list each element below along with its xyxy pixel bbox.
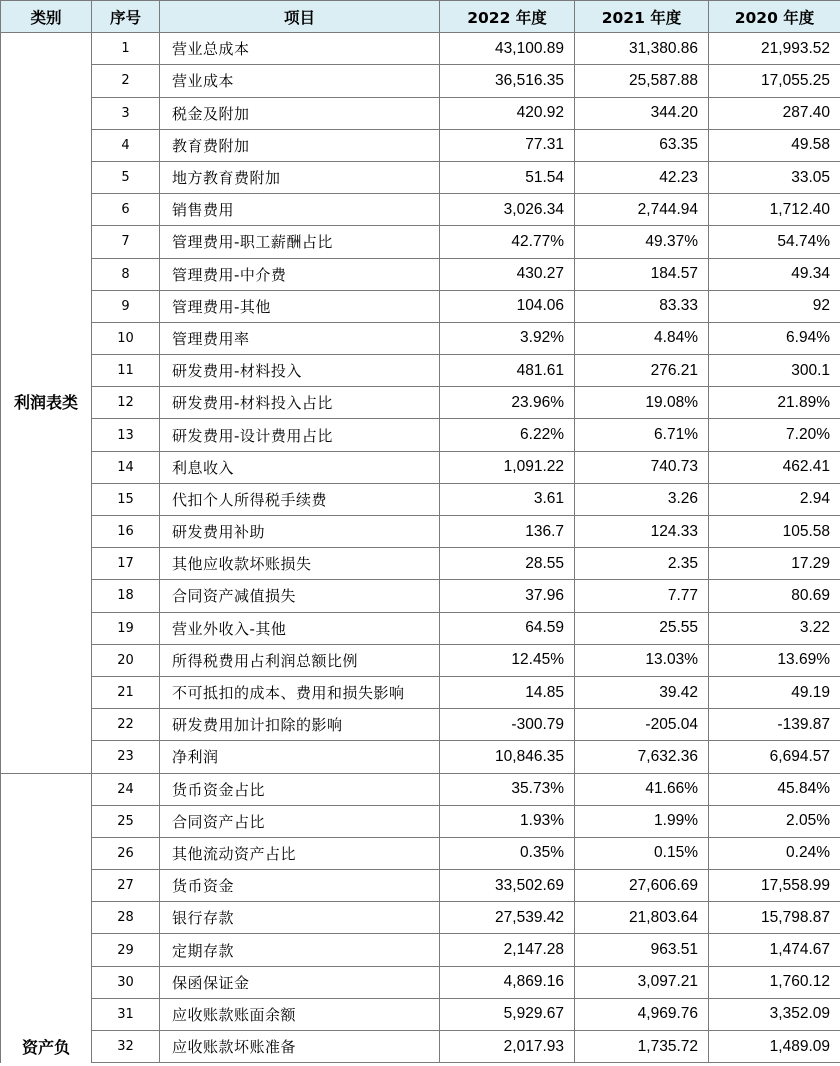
cell-y2021: 19.08%	[575, 387, 709, 419]
cell-seq: 30	[92, 966, 160, 998]
cell-seq: 2	[92, 65, 160, 97]
cell-y2020: 21.89%	[709, 387, 840, 419]
cell-item: 营业成本	[160, 65, 440, 97]
cell-y2022: 37.96	[440, 580, 575, 612]
cell-y2022: 1,091.22	[440, 451, 575, 483]
cell-item: 货币资金占比	[160, 773, 440, 805]
cell-item: 不可抵扣的成本、费用和损失影响	[160, 676, 440, 708]
cell-y2022: 2,147.28	[440, 934, 575, 966]
cell-seq: 7	[92, 226, 160, 258]
cell-item: 应收账款账面余额	[160, 998, 440, 1030]
cell-y2022: 10,846.35	[440, 741, 575, 773]
cell-seq: 10	[92, 322, 160, 354]
cell-y2020: 17,558.99	[709, 870, 840, 902]
cell-y2020: 45.84%	[709, 773, 840, 805]
cell-y2021: 276.21	[575, 355, 709, 387]
cell-y2021: 1,735.72	[575, 1031, 709, 1063]
table-row	[1, 934, 840, 966]
cell-y2020: 1,760.12	[709, 966, 840, 998]
cell-y2021: 39.42	[575, 676, 709, 708]
cell-y2022: 36,516.35	[440, 65, 575, 97]
header-2020: 2020 年度	[709, 1, 840, 33]
cell-seq: 18	[92, 580, 160, 612]
cell-y2020: 287.40	[709, 97, 840, 129]
cell-y2020: 17.29	[709, 548, 840, 580]
cell-y2021: 0.15%	[575, 837, 709, 869]
cell-y2022: 136.7	[440, 516, 575, 548]
cell-item: 合同资产减值损失	[160, 580, 440, 612]
table-row	[1, 709, 840, 741]
cell-y2022: 2,017.93	[440, 1031, 575, 1063]
cell-seq: 31	[92, 998, 160, 1030]
cell-y2022: 4,869.16	[440, 966, 575, 998]
cell-seq: 17	[92, 548, 160, 580]
cell-seq: 23	[92, 741, 160, 773]
table-row	[1, 258, 840, 290]
cell-y2022: -300.79	[440, 709, 575, 741]
table-row	[1, 773, 840, 805]
cell-y2021: 49.37%	[575, 226, 709, 258]
cell-y2021: -205.04	[575, 709, 709, 741]
table-row	[1, 644, 840, 676]
cell-item: 代扣个人所得税手续费	[160, 483, 440, 515]
cell-item: 研发费用-材料投入占比	[160, 387, 440, 419]
cell-y2021: 31,380.86	[575, 33, 709, 65]
cell-y2022: 51.54	[440, 161, 575, 193]
cell-seq: 14	[92, 451, 160, 483]
table-row	[1, 33, 840, 65]
cell-y2022: 33,502.69	[440, 870, 575, 902]
cell-seq: 28	[92, 902, 160, 934]
header-row	[1, 1, 840, 33]
cell-item: 销售费用	[160, 194, 440, 226]
cell-y2020: 54.74%	[709, 226, 840, 258]
cell-y2021: 4.84%	[575, 322, 709, 354]
cell-y2022: 43,100.89	[440, 33, 575, 65]
cell-y2020: 80.69	[709, 580, 840, 612]
cell-seq: 29	[92, 934, 160, 966]
table-body	[1, 33, 840, 1063]
cell-y2020: 0.24%	[709, 837, 840, 869]
cell-y2020: 6.94%	[709, 322, 840, 354]
table-row	[1, 870, 840, 902]
cell-y2020: 3,352.09	[709, 998, 840, 1030]
cell-seq: 9	[92, 290, 160, 322]
table-row	[1, 516, 840, 548]
cell-y2021: 25,587.88	[575, 65, 709, 97]
cell-item: 银行存款	[160, 902, 440, 934]
cell-y2020: 6,694.57	[709, 741, 840, 773]
table-row	[1, 580, 840, 612]
cell-y2020: 17,055.25	[709, 65, 840, 97]
cell-seq: 6	[92, 194, 160, 226]
cell-seq: 26	[92, 837, 160, 869]
cell-y2021: 13.03%	[575, 644, 709, 676]
cell-seq: 11	[92, 355, 160, 387]
cell-y2020: 15,798.87	[709, 902, 840, 934]
cell-item: 管理费用-中介费	[160, 258, 440, 290]
cell-y2021: 42.23	[575, 161, 709, 193]
cell-item: 研发费用-设计费用占比	[160, 419, 440, 451]
table-row	[1, 612, 840, 644]
cell-y2022: 420.92	[440, 97, 575, 129]
cell-y2021: 344.20	[575, 97, 709, 129]
header-seq: 序号	[92, 1, 160, 33]
cell-item: 应收账款坏账准备	[160, 1031, 440, 1063]
cell-y2022: 1.93%	[440, 805, 575, 837]
cell-y2021: 4,969.76	[575, 998, 709, 1030]
cell-seq: 13	[92, 419, 160, 451]
cell-item: 税金及附加	[160, 97, 440, 129]
table-row	[1, 290, 840, 322]
cell-y2022: 27,539.42	[440, 902, 575, 934]
cell-y2021: 21,803.64	[575, 902, 709, 934]
cell-y2022: 6.22%	[440, 419, 575, 451]
cell-seq: 8	[92, 258, 160, 290]
table-row	[1, 676, 840, 708]
cell-y2020: 1,474.67	[709, 934, 840, 966]
table-row	[1, 322, 840, 354]
category-cell-income: 利润表类	[1, 33, 92, 773]
cell-y2021: 740.73	[575, 451, 709, 483]
cell-y2022: 481.61	[440, 355, 575, 387]
cell-item: 合同资产占比	[160, 805, 440, 837]
header-2021: 2021 年度	[575, 1, 709, 33]
table-row	[1, 998, 840, 1030]
cell-y2020: 2.05%	[709, 805, 840, 837]
cell-y2022: 64.59	[440, 612, 575, 644]
cell-y2020: 92	[709, 290, 840, 322]
cell-y2021: 83.33	[575, 290, 709, 322]
cell-y2021: 1.99%	[575, 805, 709, 837]
cell-seq: 24	[92, 773, 160, 805]
cell-item: 所得税费用占利润总额比例	[160, 644, 440, 676]
table-row	[1, 194, 840, 226]
cell-seq: 19	[92, 612, 160, 644]
cell-y2020: 49.34	[709, 258, 840, 290]
header-2022: 2022 年度	[440, 1, 575, 33]
cell-seq: 5	[92, 161, 160, 193]
cell-y2021: 7,632.36	[575, 741, 709, 773]
table-row	[1, 966, 840, 998]
table-row	[1, 741, 840, 773]
cell-y2021: 2,744.94	[575, 194, 709, 226]
cell-item: 管理费用-其他	[160, 290, 440, 322]
cell-y2021: 2.35	[575, 548, 709, 580]
cell-y2021: 41.66%	[575, 773, 709, 805]
cell-item: 营业总成本	[160, 33, 440, 65]
cell-item: 营业外收入-其他	[160, 612, 440, 644]
cell-item: 地方教育费附加	[160, 161, 440, 193]
cell-item: 定期存款	[160, 934, 440, 966]
cell-y2021: 124.33	[575, 516, 709, 548]
cell-y2022: 0.35%	[440, 837, 575, 869]
cell-y2020: 13.69%	[709, 644, 840, 676]
cell-seq: 1	[92, 33, 160, 65]
header-item: 项目	[160, 1, 440, 33]
cell-y2022: 104.06	[440, 290, 575, 322]
cell-item: 研发费用-材料投入	[160, 355, 440, 387]
cell-y2020: 2.94	[709, 483, 840, 515]
cell-y2022: 23.96%	[440, 387, 575, 419]
table-row	[1, 355, 840, 387]
table-row	[1, 387, 840, 419]
table-row	[1, 65, 840, 97]
cell-y2020: 7.20%	[709, 419, 840, 451]
table-row	[1, 419, 840, 451]
cell-y2020: 49.58	[709, 129, 840, 161]
cell-item: 其他流动资产占比	[160, 837, 440, 869]
cell-y2020: 21,993.52	[709, 33, 840, 65]
cell-y2020: 3.22	[709, 612, 840, 644]
cell-y2022: 12.45%	[440, 644, 575, 676]
cell-y2021: 184.57	[575, 258, 709, 290]
cell-y2020: 33.05	[709, 161, 840, 193]
cell-item: 货币资金	[160, 870, 440, 902]
cell-item: 研发费用补助	[160, 516, 440, 548]
cell-item: 教育费附加	[160, 129, 440, 161]
table-row	[1, 451, 840, 483]
cell-seq: 3	[92, 97, 160, 129]
cell-seq: 25	[92, 805, 160, 837]
cell-y2022: 3.61	[440, 483, 575, 515]
table-row	[1, 1031, 840, 1063]
cell-y2021: 3.26	[575, 483, 709, 515]
cell-item: 其他应收款坏账损失	[160, 548, 440, 580]
cell-seq: 12	[92, 387, 160, 419]
cell-y2021: 7.77	[575, 580, 709, 612]
cell-seq: 15	[92, 483, 160, 515]
cell-seq: 21	[92, 676, 160, 708]
table-row	[1, 226, 840, 258]
cell-y2022: 3,026.34	[440, 194, 575, 226]
category-cell-balance: 资产负	[1, 773, 92, 1063]
cell-seq: 16	[92, 516, 160, 548]
cell-y2020: 1,712.40	[709, 194, 840, 226]
table-row	[1, 548, 840, 580]
table-row	[1, 902, 840, 934]
cell-y2021: 6.71%	[575, 419, 709, 451]
cell-y2022: 77.31	[440, 129, 575, 161]
cell-item: 研发费用加计扣除的影响	[160, 709, 440, 741]
cell-y2020: 300.1	[709, 355, 840, 387]
cell-item: 保函保证金	[160, 966, 440, 998]
cell-y2021: 27,606.69	[575, 870, 709, 902]
cell-y2020: 1,489.09	[709, 1031, 840, 1063]
table-row	[1, 97, 840, 129]
cell-seq: 4	[92, 129, 160, 161]
cell-y2022: 5,929.67	[440, 998, 575, 1030]
table-row	[1, 483, 840, 515]
table-row	[1, 805, 840, 837]
cell-y2021: 63.35	[575, 129, 709, 161]
cell-y2021: 3,097.21	[575, 966, 709, 998]
cell-y2020: 462.41	[709, 451, 840, 483]
cell-y2020: 49.19	[709, 676, 840, 708]
cell-y2022: 3.92%	[440, 322, 575, 354]
cell-seq: 27	[92, 870, 160, 902]
header-category: 类别	[1, 1, 92, 33]
cell-y2020: 105.58	[709, 516, 840, 548]
cell-seq: 22	[92, 709, 160, 741]
cell-y2020: -139.87	[709, 709, 840, 741]
cell-y2022: 42.77%	[440, 226, 575, 258]
cell-y2022: 35.73%	[440, 773, 575, 805]
cell-y2022: 430.27	[440, 258, 575, 290]
cell-seq: 32	[92, 1031, 160, 1063]
cell-y2022: 28.55	[440, 548, 575, 580]
cell-item: 净利润	[160, 741, 440, 773]
cell-y2021: 963.51	[575, 934, 709, 966]
table-row	[1, 161, 840, 193]
cell-seq: 20	[92, 644, 160, 676]
cell-item: 管理费用-职工薪酬占比	[160, 226, 440, 258]
cell-item: 利息收入	[160, 451, 440, 483]
cell-y2022: 14.85	[440, 676, 575, 708]
table-row	[1, 129, 840, 161]
cell-item: 管理费用率	[160, 322, 440, 354]
table-row	[1, 837, 840, 869]
cell-y2021: 25.55	[575, 612, 709, 644]
